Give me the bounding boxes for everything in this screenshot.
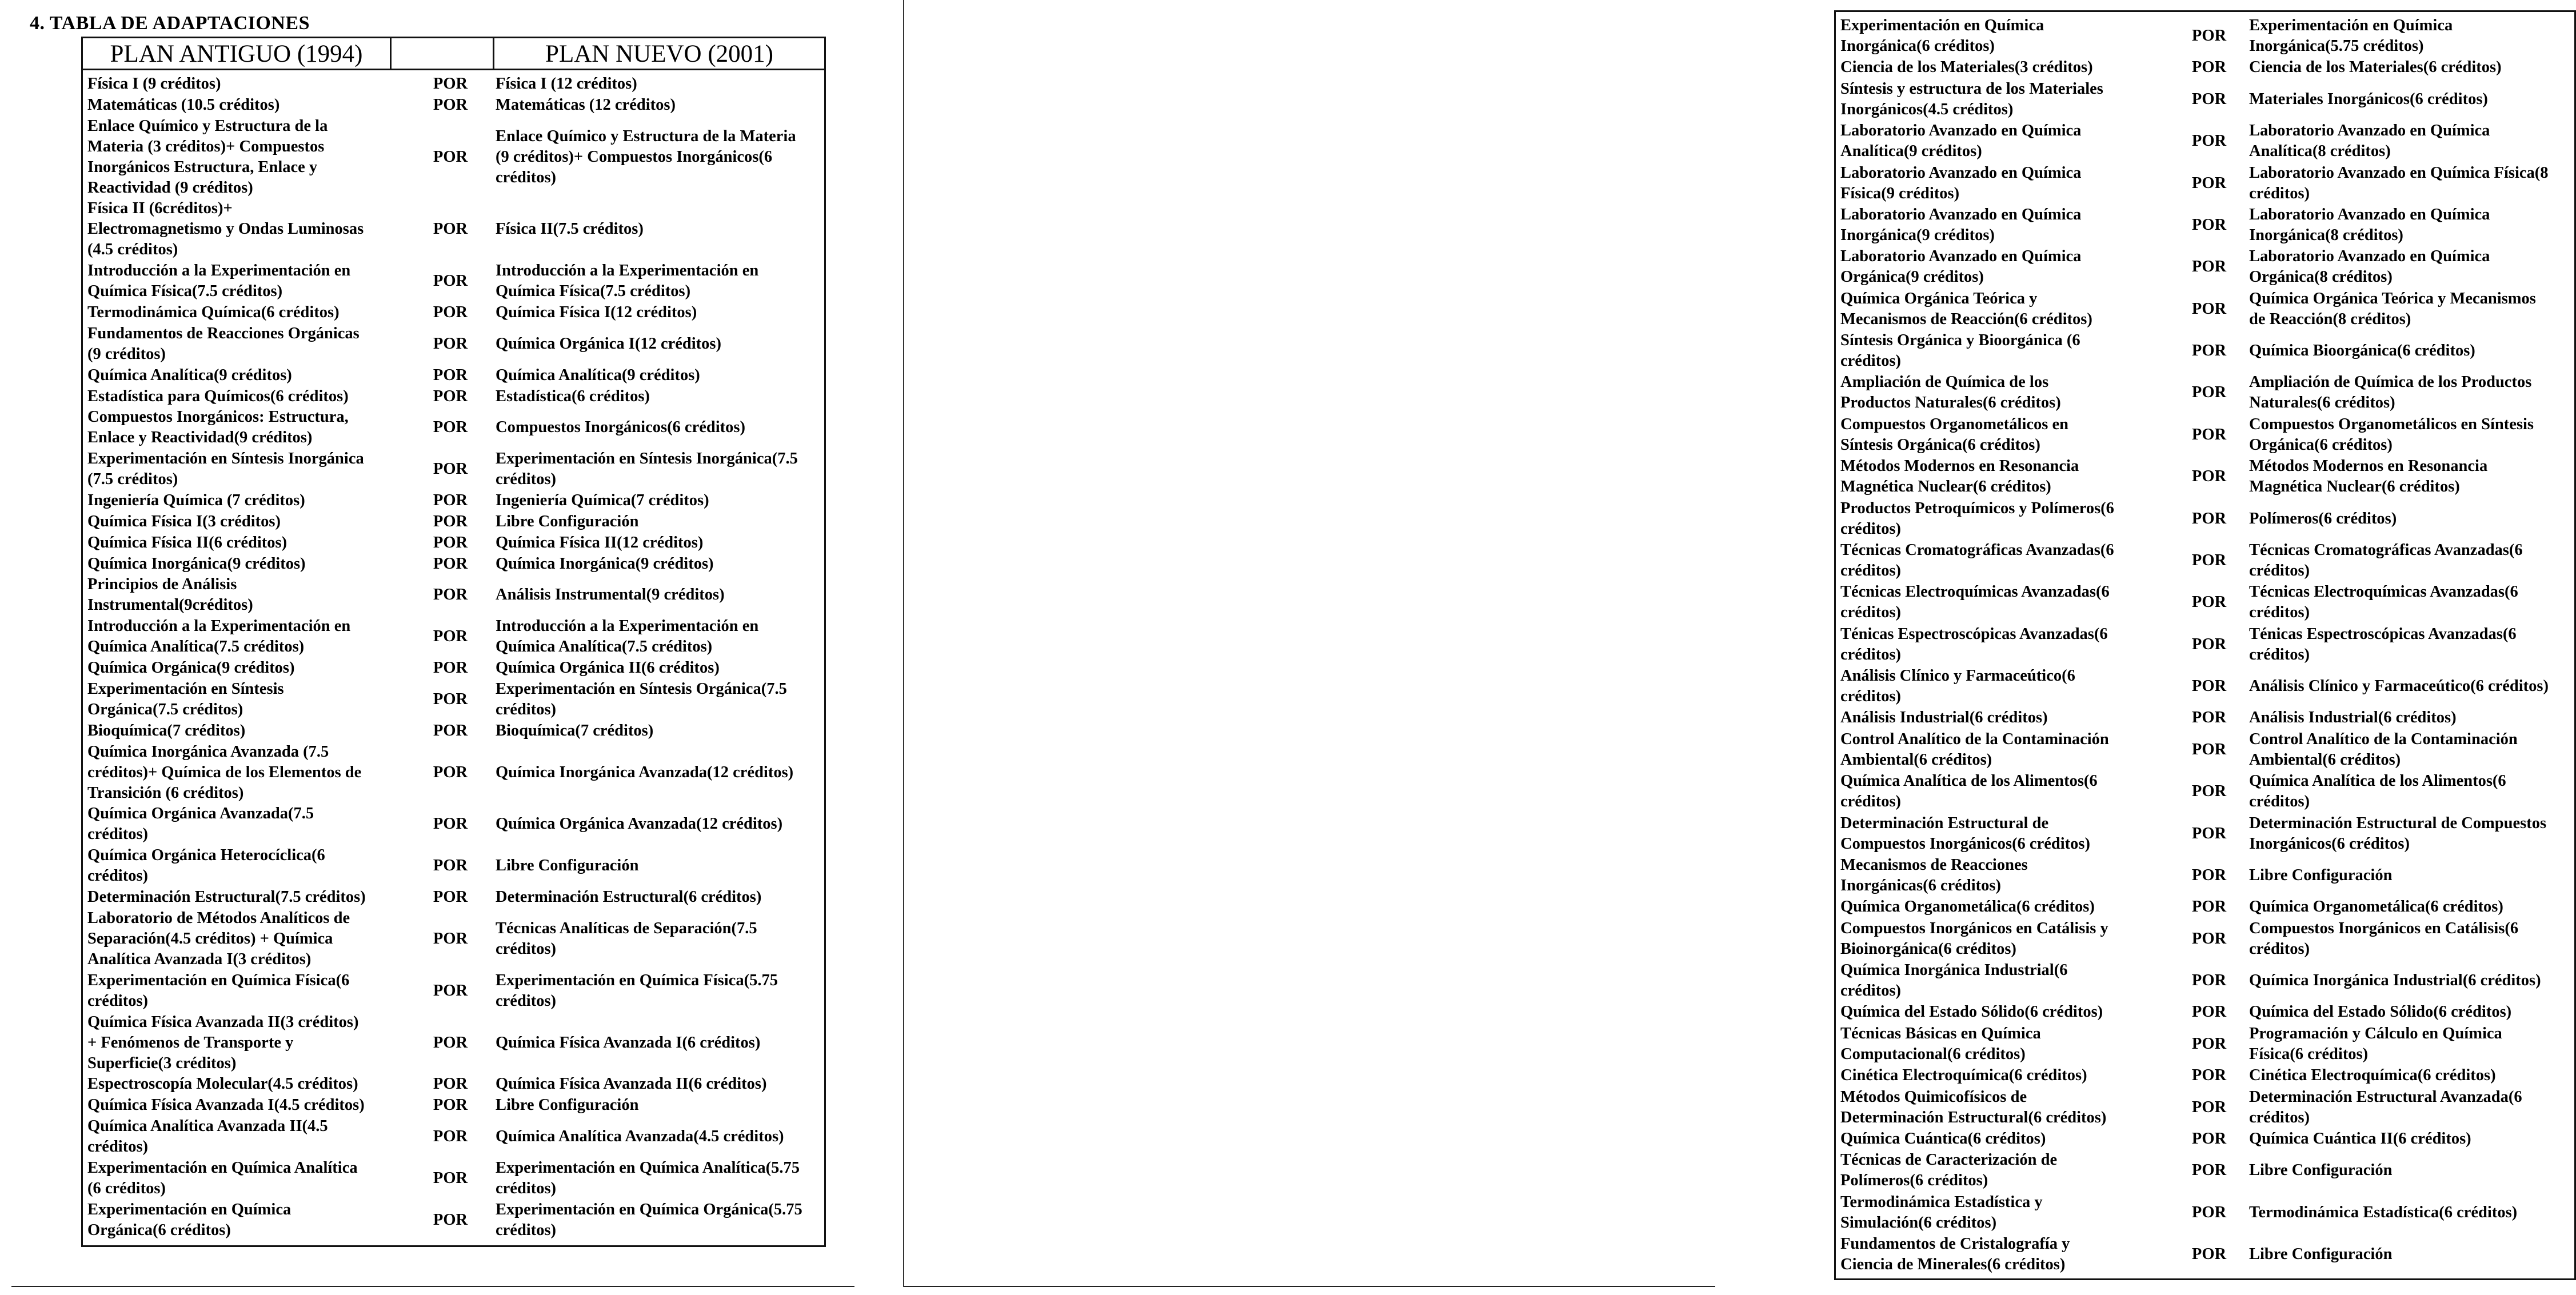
old-plan-cell: Compuestos Organometálicos en Síntesis Orgánica(6 créditos) (1840, 415, 2068, 454)
table-row (1840, 1024, 2572, 1065)
new-plan-cell: Introducción a la Experimentación en Química Analítica(7.5 créditos) (496, 617, 759, 656)
new-plan-cell: Análisis Clínico y Farmaceútico(6 créditos) (2249, 677, 2549, 695)
table-row (1840, 855, 2572, 896)
new-plan-cell: Química Orgánica I(12 créditos) (496, 334, 721, 353)
por-cell: POR (2191, 509, 2227, 527)
table-row (87, 1116, 822, 1157)
page-left-edge (903, 0, 904, 1287)
new-plan-cell: Control Analítico de la Contaminación Ambiental(6 créditos) (2249, 730, 2518, 769)
table-row (87, 1200, 822, 1241)
new-plan-cell: Introducción a la Experimentación en Química Física(7.5 créditos) (496, 262, 759, 301)
table-row (1840, 813, 2572, 854)
por-cell: POR (433, 763, 468, 781)
por-cell: POR (433, 721, 468, 740)
old-plan-cell: Principios de Análisis Instrumental(9créditos) (87, 575, 253, 614)
old-plan-cell: Laboratorio de Métodos Analíticos de Separación(4.5 créditos) + Química Analítica Avanzada I(3 créditos) (87, 909, 350, 968)
old-plan-cell: Ténicas Espectroscópicas Avanzadas(6 créditos) (1840, 625, 2108, 664)
old-plan-cell: Laboratorio Avanzado en Química Orgánica(9 créditos) (1840, 247, 2082, 286)
page-bottom-line (11, 1286, 854, 1287)
por-cell: POR (2191, 467, 2227, 486)
right-page (893, 0, 2549, 1295)
old-plan-cell: Ingeniería Química (7 créditos) (87, 491, 305, 510)
por-cell: POR (433, 95, 468, 114)
old-plan-cell: Experimentación en Química Orgánica(6 créditos) (87, 1200, 291, 1239)
old-plan-cell: Química Inorgánica Industrial(6 créditos) (1840, 961, 2068, 1000)
table-row (87, 74, 822, 94)
old-plan-cell: Enlace Químico y Estructura de la Materia (3 créditos)+ Compuestos Inorgánicos Estructura, Enlace y Reactividad (9 créditos) (87, 117, 328, 197)
new-plan-cell: Técnicas Electroquímicas Avanzadas(6 créditos) (2249, 583, 2518, 622)
old-plan-cell: Termodinámica Química(6 créditos) (87, 303, 340, 322)
por-cell: POR (2191, 551, 2227, 569)
old-plan-cell: Determinación Estructural de Compuestos Inorgánicos(6 créditos) (1840, 814, 2090, 853)
table-row (1840, 456, 2572, 497)
new-plan-cell: Química Analítica Avanzada(4.5 créditos) (496, 1128, 784, 1146)
por-cell: POR (2191, 929, 2227, 948)
table-row (1840, 57, 2572, 78)
table-row (87, 449, 822, 490)
old-plan-cell: Introducción a la Experimentación en Química Analítica(7.5 créditos) (87, 617, 351, 656)
por-cell: POR (2191, 174, 2227, 192)
por-cell: POR (2191, 90, 2227, 108)
header-old-plan: PLAN ANTIGUO (1994) (83, 38, 392, 70)
table-row (1840, 708, 2572, 728)
old-plan-cell: Química Analítica Avanzada II(4.5 créditos) (87, 1117, 328, 1156)
por-cell: POR (2191, 1161, 2227, 1180)
new-plan-cell: Libre Configuración (496, 1096, 639, 1114)
new-plan-cell: Técnicas Cromatográficas Avanzadas(6 créditos) (2249, 541, 2523, 579)
table-row (1840, 121, 2572, 162)
new-plan-cell: Termodinámica Estadística(6 créditos) (2249, 1203, 2518, 1221)
old-plan-cell: Técnicas Cromatográficas Avanzadas(6 créditos) (1840, 541, 2114, 579)
new-plan-cell: Física I (12 créditos) (496, 75, 637, 93)
por-cell: POR (433, 460, 468, 478)
new-plan-cell: Química Física Avanzada II(6 créditos) (496, 1075, 767, 1093)
por-cell: POR (433, 659, 468, 677)
old-plan-cell: Espectroscopía Molecular(4.5 créditos) (87, 1075, 358, 1093)
por-cell: POR (433, 1210, 468, 1229)
table-row (87, 261, 822, 302)
table-row (87, 95, 822, 115)
old-plan-cell: Física I (9 créditos) (87, 75, 221, 93)
new-plan-cell: Experimentación en Química Orgánica(5.75 créditos) (496, 1200, 802, 1239)
table-row (87, 804, 822, 845)
old-plan-cell: Técnicas Básicas en Química Computacional(6 créditos) (1840, 1024, 2041, 1063)
table-row (87, 302, 822, 323)
new-plan-cell: Análisis Instrumental(9 créditos) (496, 586, 725, 604)
old-plan-cell: Química del Estado Sólido(6 créditos) (1840, 1003, 2103, 1021)
por-cell: POR (2191, 425, 2227, 443)
old-plan-cell: Química Física Avanzada I(4.5 créditos) (87, 1096, 365, 1114)
table-row (87, 616, 822, 657)
old-plan-cell: Química Organometálica(6 créditos) (1840, 898, 2095, 916)
old-plan-cell: Experimentación en Química Analítica (6 créditos) (87, 1158, 358, 1197)
por-cell: POR (433, 366, 468, 384)
new-plan-cell: Ingeniería Química(7 créditos) (496, 491, 709, 510)
por-cell: POR (433, 75, 468, 93)
old-plan-cell: Cinética Electroquímica(6 créditos) (1840, 1066, 2087, 1085)
new-plan-cell: Determinación Estructural de Compuestos Inorgánicos(6 créditos) (2249, 814, 2547, 853)
new-plan-cell: Física II(7.5 créditos) (496, 220, 644, 238)
table-row (1840, 289, 2572, 330)
por-cell: POR (433, 303, 468, 322)
table-row (87, 1012, 822, 1074)
por-cell: POR (2191, 824, 2227, 842)
new-plan-cell: Libre Configuración (496, 857, 639, 875)
por-cell: POR (2191, 342, 2227, 359)
table-row (1840, 1150, 2572, 1191)
old-plan-cell: Síntesis Orgánica y Bioorgánica (6 créditos) (1840, 331, 2080, 370)
old-plan-cell: Métodos Modernos en Resonancia Magnética Nuclear(6 créditos) (1840, 457, 2079, 496)
new-plan-cell: Bioquímica(7 créditos) (496, 721, 654, 740)
old-plan-cell: Laboratorio Avanzado en Química Inorgánica(9 créditos) (1840, 205, 2082, 244)
new-plan-cell: Química Cuántica II(6 créditos) (2249, 1129, 2471, 1148)
new-plan-cell: Libre Configuración (496, 512, 639, 530)
por-cell: POR (433, 220, 468, 238)
old-plan-cell: Técnicas Electroquímicas Avanzadas(6 créditos) (1840, 583, 2110, 622)
por-cell: POR (2191, 709, 2227, 727)
new-plan-cell: Enlace Químico y Estructura de la Materia (9 créditos)+ Compuestos Inorgánicos(6 créditos) (496, 127, 796, 186)
new-plan-cell: Matemáticas (12 créditos) (496, 95, 676, 114)
new-plan-cell: Técnicas Analíticas de Separación(7.5 créditos) (496, 919, 757, 958)
old-plan-cell: Métodos Quimicofísicos de Determinación Estructural(6 créditos) (1840, 1088, 2107, 1126)
new-plan-cell: Análisis Industrial(6 créditos) (2249, 709, 2457, 727)
por-cell: POR (2191, 1129, 2227, 1148)
new-plan-cell: Experimentación en Química Inorgánica(5.75 créditos) (2249, 17, 2453, 55)
new-plan-cell: Laboratorio Avanzado en Química Analítica(8 créditos) (2249, 122, 2490, 161)
old-plan-cell: Experimentación en Síntesis Inorgánica (7.5 créditos) (87, 450, 364, 489)
table-row (87, 887, 822, 908)
old-plan-cell: Ciencia de los Materiales(3 créditos) (1840, 58, 2093, 77)
por-cell: POR (433, 533, 468, 551)
por-cell: POR (433, 586, 468, 604)
new-plan-cell: Métodos Modernos en Resonancia Magnética Nuclear(6 créditos) (2249, 457, 2488, 496)
new-plan-cell: Química Orgánica II(6 créditos) (496, 659, 720, 677)
new-plan-cell: Compuestos Inorgánicos en Catálisis(6 créditos) (2249, 919, 2519, 958)
old-plan-cell: Química Orgánica Teórica y Mecanismos de Reacción(6 créditos) (1840, 289, 2092, 328)
old-plan-cell: Compuestos Inorgánicos en Catálisis y Bioinorgánica(6 créditos) (1840, 919, 2108, 958)
por-cell: POR (433, 1075, 468, 1093)
table-row (87, 198, 822, 260)
table-row (1840, 1129, 2572, 1149)
por-cell: POR (2191, 1066, 2227, 1085)
old-plan-cell: Química Cuántica(6 créditos) (1840, 1129, 2046, 1148)
new-plan-cell: Química Inorgánica(9 créditos) (496, 554, 714, 573)
new-plan-cell: Libre Configuración (2249, 866, 2393, 884)
table-row (87, 1095, 822, 1116)
table-row (87, 533, 822, 553)
table-row (1840, 624, 2572, 665)
old-plan-cell: Química Inorgánica Avanzada (7.5 créditos)+ Química de los Elementos de Transición (6 créditos) (87, 742, 362, 802)
table-row (1840, 1234, 2572, 1275)
old-plan-cell: Matemáticas (10.5 créditos) (87, 95, 280, 114)
por-cell: POR (2191, 215, 2227, 234)
old-plan-cell: Bioquímica(7 créditos) (87, 721, 246, 740)
por-cell: POR (433, 857, 468, 875)
old-plan-cell: Compuestos Inorgánicos: Estructura, Enlace y Reactividad(9 créditos) (87, 408, 349, 447)
new-plan-cell: Materiales Inorgánicos(6 créditos) (2249, 90, 2488, 108)
old-plan-cell: Análisis Clínico y Farmaceútico(6 créditos) (1840, 667, 2075, 705)
new-plan-cell: Laboratorio Avanzado en Química Inorgánica(8 créditos) (2249, 205, 2490, 244)
new-plan-cell: Estadística(6 créditos) (496, 387, 650, 405)
old-plan-cell: Experimentación en Síntesis Orgánica(7.5 créditos) (87, 680, 284, 718)
new-plan-cell: Compuestos Organometálicos en Síntesis Orgánica(6 créditos) (2249, 415, 2534, 454)
old-plan-cell: Química Física Avanzada II(3 créditos) + Fenómenos de Transporte y Superficie(3 créditos) (87, 1013, 359, 1072)
new-plan-cell: Compuestos Inorgánicos(6 créditos) (496, 418, 745, 437)
table-row (1840, 771, 2572, 812)
por-cell: POR (433, 815, 468, 833)
table-body-right (1840, 15, 2572, 1275)
por-cell: POR (2191, 258, 2227, 276)
table-row (1840, 897, 2572, 917)
table-row (87, 845, 822, 886)
table-row (1840, 666, 2572, 707)
old-plan-cell: Química Física II(6 créditos) (87, 533, 287, 551)
table-row (87, 365, 822, 386)
por-cell: POR (2191, 635, 2227, 653)
por-cell: POR (433, 334, 468, 353)
old-plan-cell: Física II (6créditos)+ Electromagnetismo y Ondas Luminosas (4.5 créditos) (87, 199, 364, 259)
old-plan-cell: Introducción a la Experimentación en Química Física(7.5 créditos) (87, 262, 351, 301)
table-row (1840, 330, 2572, 371)
old-plan-cell: Química Orgánica Heterocíclica(6 créditos) (87, 846, 325, 885)
new-plan-cell: Química Física Avanzada I(6 créditos) (496, 1033, 761, 1052)
new-plan-cell: Laboratorio Avanzado en Química Física(8 créditos) (2249, 163, 2549, 202)
table-row (1840, 205, 2572, 246)
por-cell: POR (2191, 58, 2227, 77)
new-plan-cell: Ciencia de los Materiales(6 créditos) (2249, 58, 2502, 77)
new-plan-cell: Ténicas Espectroscópicas Avanzadas(6 créditos) (2249, 625, 2517, 664)
new-plan-cell: Laboratorio Avanzado en Química Orgánica(8 créditos) (2249, 247, 2490, 286)
old-plan-cell: Productos Petroquímicos y Polímeros(6 créditos) (1840, 499, 2114, 538)
new-plan-cell: Determinación Estructural Avanzada(6 créditos) (2249, 1088, 2522, 1126)
table-row (87, 511, 822, 532)
table-row (87, 742, 822, 804)
por-cell: POR (433, 929, 468, 948)
por-cell: POR (433, 627, 468, 646)
new-plan-cell: Química Analítica(9 créditos) (496, 366, 700, 384)
table-row (1840, 918, 2572, 960)
por-cell: POR (433, 1128, 468, 1146)
por-cell: POR (2191, 299, 2227, 318)
new-plan-cell: Química Bioorgánica(6 créditos) (2249, 342, 2475, 359)
por-cell: POR (433, 147, 468, 166)
por-cell: POR (2191, 1003, 2227, 1021)
por-cell: POR (2191, 972, 2227, 989)
por-cell: POR (2191, 1203, 2227, 1221)
por-cell: POR (433, 1169, 468, 1187)
old-plan-cell: Química Analítica(9 créditos) (87, 366, 292, 384)
por-cell: POR (2191, 1245, 2227, 1263)
new-plan-cell: Polímeros(6 créditos) (2249, 509, 2397, 527)
new-plan-cell: Química del Estado Sólido(6 créditos) (2249, 1003, 2512, 1021)
por-cell: POR (2191, 740, 2227, 758)
por-cell: POR (2191, 383, 2227, 402)
table-row (1840, 414, 2572, 455)
por-cell: POR (2191, 898, 2227, 916)
old-plan-cell: Experimentación en Química Física(6 créditos) (87, 971, 350, 1010)
table-row (1840, 1087, 2572, 1128)
table-row (87, 908, 822, 970)
new-plan-cell: Ampliación de Química de los Productos Naturales(6 créditos) (2249, 373, 2532, 412)
table-row (87, 1158, 822, 1199)
table-row (87, 386, 822, 407)
old-plan-cell: Mecanismos de Reacciones Inorgánicas(6 créditos) (1840, 856, 2028, 894)
old-plan-cell: Química Física I(3 créditos) (87, 512, 281, 530)
por-cell: POR (2191, 866, 2227, 884)
new-plan-cell: Libre Configuración (2249, 1161, 2393, 1180)
por-cell: POR (433, 418, 468, 437)
table-row (1840, 246, 2572, 287)
old-plan-cell: Experimentación en Química Inorgánica(6 créditos) (1840, 17, 2044, 55)
table-row (87, 658, 822, 678)
por-cell: POR (433, 554, 468, 573)
old-plan-cell: Laboratorio Avanzado en Química Física(9 créditos) (1840, 163, 2082, 202)
table-row (1840, 540, 2572, 581)
adaptation-table-left (81, 37, 826, 1247)
page-bottom-line (904, 1286, 1715, 1287)
table-row (1840, 729, 2572, 770)
new-plan-cell: Química Física II(12 créditos) (496, 533, 704, 551)
por-cell: POR (433, 491, 468, 510)
old-plan-cell: Química Orgánica(9 créditos) (87, 659, 295, 677)
old-plan-cell: Fundamentos de Cristalografía y Ciencia de Minerales(6 créditos) (1840, 1235, 2070, 1273)
new-plan-cell: Experimentación en Síntesis Inorgánica(7.5 créditos) (496, 450, 798, 489)
old-plan-cell: Química Inorgánica(9 créditos) (87, 554, 306, 573)
new-plan-cell: Química Orgánica Teórica y Mecanismos de Reacción(8 créditos) (2249, 289, 2536, 328)
table-row (1840, 498, 2572, 539)
new-plan-cell: Química Organometálica(6 créditos) (2249, 898, 2503, 916)
table-row (87, 407, 822, 448)
old-plan-cell: Termodinámica Estadística y Simulación(6 créditos) (1840, 1193, 2043, 1232)
table-row (1840, 15, 2572, 57)
por-cell: POR (433, 888, 468, 906)
table-row (87, 574, 822, 615)
table-row (87, 323, 822, 365)
table-row (1840, 960, 2572, 1001)
table-row (1840, 1002, 2572, 1022)
old-plan-cell: Química Orgánica Avanzada(7.5 créditos) (87, 805, 314, 844)
por-cell: POR (2191, 677, 2227, 695)
old-plan-cell: Química Analítica de los Alimentos(6 créditos) (1840, 772, 2098, 811)
por-cell: POR (2191, 593, 2227, 611)
old-plan-cell: Fundamentos de Reacciones Orgánicas (9 créditos) (87, 324, 360, 363)
new-plan-cell: Química Orgánica Avanzada(12 créditos) (496, 815, 783, 833)
table-row (1840, 1065, 2572, 1086)
table-row (87, 970, 822, 1012)
table-row (87, 721, 822, 741)
new-plan-cell: Química Analítica de los Alimentos(6 créditos) (2249, 772, 2506, 811)
old-plan-cell: Laboratorio Avanzado en Química Analítica(9 créditos) (1840, 122, 2082, 161)
new-plan-cell: Cinética Electroquímica(6 créditos) (2249, 1066, 2496, 1085)
por-cell: POR (2191, 27, 2227, 45)
table-body-left (87, 74, 822, 1241)
por-cell: POR (433, 981, 468, 1000)
por-cell: POR (2191, 132, 2227, 150)
new-plan-cell: Química Inorgánica Industrial(6 créditos) (2249, 972, 2541, 989)
table-row (1840, 79, 2572, 120)
table-row (1840, 163, 2572, 204)
table-row (1840, 582, 2572, 623)
old-plan-cell: Control Analítico de la Contaminación Ambiental(6 créditos) (1840, 730, 2109, 769)
new-plan-cell: Experimentación en Química Física(5.75 créditos) (496, 971, 778, 1010)
table-row (1840, 372, 2572, 413)
table-row (87, 679, 822, 720)
new-plan-cell: Programación y Cálculo en Química Física(6 créditos) (2249, 1024, 2502, 1063)
por-cell: POR (433, 387, 468, 405)
por-cell: POR (2191, 1098, 2227, 1116)
por-cell: POR (433, 272, 468, 290)
por-cell: POR (433, 1033, 468, 1052)
new-plan-cell: Química Inorgánica Avanzada(12 créditos) (496, 763, 794, 781)
table-row (1840, 1192, 2572, 1233)
header-new-plan: PLAN NUEVO (2001) (494, 38, 824, 70)
table-row (87, 490, 822, 511)
old-plan-cell: Técnicas de Caracterización de Polímeros(6 créditos) (1840, 1151, 2058, 1190)
header-middle (392, 38, 494, 70)
table-row (87, 116, 822, 198)
new-plan-cell: Determinación Estructural(6 créditos) (496, 888, 762, 906)
new-plan-cell: Química Física I(12 créditos) (496, 303, 697, 322)
por-cell: POR (2191, 782, 2227, 801)
new-plan-cell: Experimentación en Química Analítica(5.75 créditos) (496, 1158, 800, 1197)
section-title: 4. TABLA DE ADAPTACIONES (30, 13, 310, 34)
old-plan-cell: Síntesis y estructura de los Materiales Inorgánicos(4.5 créditos) (1840, 79, 2103, 118)
new-plan-cell: Libre Configuración (2249, 1245, 2393, 1263)
old-plan-cell: Análisis Industrial(6 créditos) (1840, 709, 2048, 727)
table-row (87, 554, 822, 574)
left-page (0, 0, 866, 1295)
por-cell: POR (2191, 1034, 2227, 1053)
por-cell: POR (433, 512, 468, 530)
table-row (87, 1074, 822, 1094)
old-plan-cell: Ampliación de Química de los Productos Naturales(6 créditos) (1840, 373, 2061, 412)
old-plan-cell: Estadística para Químicos(6 créditos) (87, 387, 349, 405)
old-plan-cell: Determinación Estructural(7.5 créditos) (87, 888, 366, 906)
por-cell: POR (433, 1096, 468, 1114)
adaptation-table-right (1834, 10, 2576, 1280)
new-plan-cell: Experimentación en Síntesis Orgánica(7.5 créditos) (496, 680, 787, 718)
por-cell: POR (433, 690, 468, 708)
